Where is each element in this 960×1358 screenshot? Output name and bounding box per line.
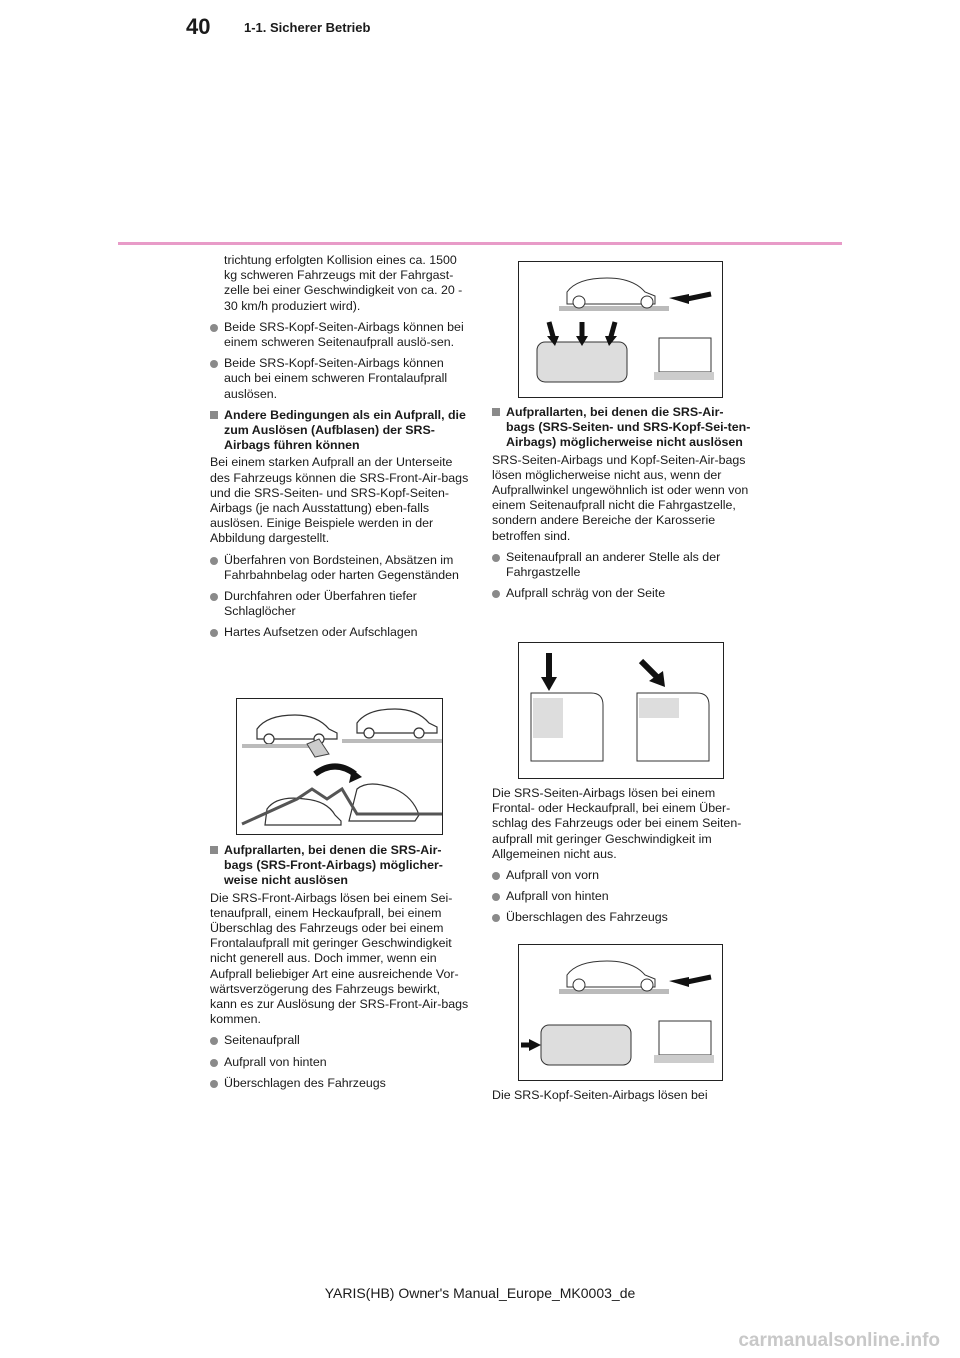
right-column <box>492 405 752 607</box>
footer: YARIS(HB) Owner's Manual_Europe_MK0003_de <box>324 1285 636 1301</box>
paragraph: Die SRS-Front-Airbags lösen bei einem Sei-tenaufprall, einem Heckaufprall, bei einem Überschlag des Fahrzeugs oder bei einem Frontalaufprall mit geringer Geschwindigkeit nicht generell aus. Doch immer, wenn ein Aufprall beliebiger Art eine ausreichende Vor-wärtsverzögerung des Fahrzeugs bewirkt, kann es zur Auslösung der SRS-Front-Air-bags kommen. <box>210 890 469 1027</box>
section-heading: Aufprallarten, bei denen die SRS-Air-bags (SRS-Front-Airbags) möglicher-weise nicht auslösen <box>210 843 470 889</box>
list-item: Überfahren von Bordsteinen, Absätzen im Fahrbahnbelag oder harten Gegenständen <box>210 553 470 583</box>
section-heading: Andere Bedingungen als ein Aufprall, die zum Auslösen (Aufblasen) der SRS-Airbags führen können <box>210 408 470 454</box>
list-item: Aufprall von hinten <box>210 1055 470 1070</box>
left-column-lower <box>210 843 470 1097</box>
list-item: Aufprall von hinten <box>492 889 752 904</box>
paragraph: Die SRS-Seiten-Airbags lösen bei einem Frontal- oder Heckaufprall, bei einem Über-schlag des Fahrzeugs oder bei einem Seiten-aufprall mit geringer Geschwindigkeit im Allgemeinen nicht aus. <box>492 786 742 861</box>
front-side-rollover-figure-top <box>518 261 723 398</box>
list-item: Überschlagen des Fahrzeugs <box>210 1076 470 1091</box>
section-heading: Aufprallarten, bei denen die SRS-Air-bags (SRS-Seiten- und SRS-Kopf-Sei-ten-Airbags) möglicherweise nicht auslösen <box>492 405 752 451</box>
paragraph: Bei einem starken Aufprall an der Unterseite des Fahrzeugs können die SRS-Front-Air-bags und die SRS-Seiten- und SRS-Kopf-Seiten-Airbags (je nach Ausstattung) eben-falls auslösen. Einige Beispiele werden in der Abbildung dargestellt. <box>210 455 469 546</box>
list-item: Seitenaufprall an anderer Stelle als der Fahrgastzelle <box>492 550 752 580</box>
side-angle-impact-figure <box>518 642 724 779</box>
list-item: Überschlagen des Fahrzeugs <box>492 910 752 925</box>
page-number: 40 <box>186 14 211 39</box>
continued-paragraph: trichtung erfolgten Kollision eines ca. 1500 kg schweren Fahrzeugs mit der Fahrgast-zelle bei einer Geschwindigkeit von ca. 20 - 30 km/h produziert wird). <box>224 253 463 313</box>
right-column-bottom <box>492 1088 752 1109</box>
list-item: Hartes Aufsetzen oder Aufschlagen <box>210 625 470 640</box>
header-rule <box>118 242 842 245</box>
side-angle-impact-illustration <box>519 643 723 778</box>
front-rear-rollover-figure <box>518 944 723 1081</box>
list-item: Seitenaufprall <box>210 1033 470 1048</box>
watermark: carmanualsonline.info <box>738 1330 940 1351</box>
list-item: Beide SRS-Kopf-Seiten-Airbags können auch bei einem schweren Frontalaufprall auslösen. <box>210 356 470 402</box>
right-column-lower <box>492 786 752 932</box>
front-side-rollover-illustration <box>519 262 722 397</box>
paragraph: Die SRS-Kopf-Seiten-Airbags lösen bei <box>492 1088 708 1102</box>
front-rear-rollover-illustration <box>519 945 722 1080</box>
left-column <box>210 253 470 647</box>
list-item: Aufprall von vorn <box>492 868 752 883</box>
list-item: Durchfahren oder Überfahren tiefer Schlaglöcher <box>210 589 470 619</box>
paragraph: SRS-Seiten-Airbags und Kopf-Seiten-Air-bags lösen möglicherweise nicht aus, wenn der Aufprallwinkel ungewöhnlich ist oder wenn von einem Seitenaufprall nicht die Fahrgastzelle, sondern andere Bereiche der Karosserie betroffen sind. <box>492 452 749 543</box>
underbody-impact-illustration <box>237 699 442 834</box>
section-title: 1-1. Sicherer Betrieb <box>244 20 371 35</box>
list-item: Aufprall schräg von der Seite <box>492 586 752 601</box>
list-item: Beide SRS-Kopf-Seiten-Airbags können bei einem schweren Seitenaufprall auslö-sen. <box>210 320 470 350</box>
underbody-impact-figure <box>236 698 443 835</box>
